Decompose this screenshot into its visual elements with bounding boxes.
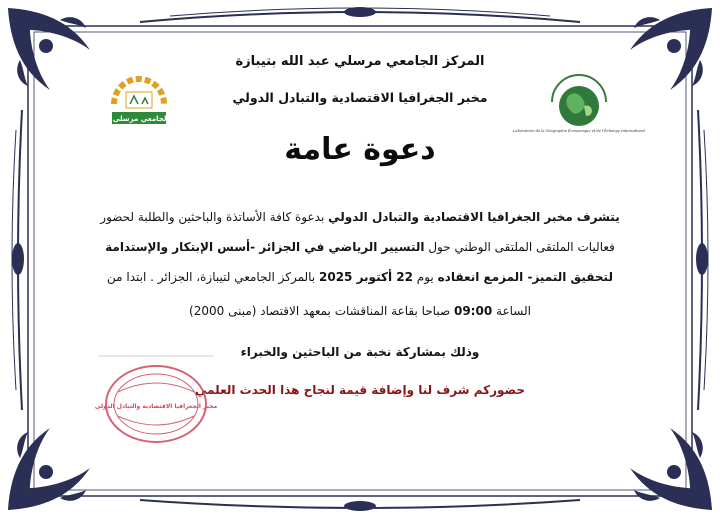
- lab-logo-text: Laboratoire de la Géographie Économique et de l'Échange International: [513, 129, 645, 133]
- body-line-2: فعاليات الملتقى الملتقى الوطني حول التسيير الرياضي في الجزائر -أسس الإبتكار والإستدامة: [105, 240, 615, 254]
- body-line-1: يتشرف مخبر الجغرافيا الاقتصادية والتبادل الدولي بدعوة كافة الأساتذة والباحثين والطلبة لحضور: [100, 210, 620, 224]
- page-title: دعوة عامة: [284, 132, 436, 167]
- center-name: المركز الجامعي مرسلي عبد الله بتيبازة: [235, 54, 485, 69]
- university-logo-text: المركز الجامعي مرسلي عبد الله: [84, 115, 194, 123]
- corner-ornament-top-left: [8, 8, 90, 90]
- body-line-5: وذلك بمشاركة نخبة من الباحثين والخبراء: [240, 345, 480, 359]
- university-logo: [84, 74, 194, 130]
- closing-line: حضوركم شرف لنا وإضافة قيمة لنجاح هذا الحدث العلمي: [194, 383, 526, 397]
- official-stamp: [96, 352, 216, 452]
- body-line-3: لتحقيق التميز- المزمع انعقاده يوم 22 أكتوبر 2025 بالمركز الجامعي لتيبازة، الجزائر . ابتدا من: [107, 270, 613, 284]
- lab-logo: [513, 72, 645, 144]
- body-line-4: الساعة 09:00 صباحا بقاعة المناقشات بمعهد الاقتصاد (مبنى 2000): [189, 304, 531, 318]
- stamp-text: مخبر الجغرافيا الاقتصادية والتبادل الدولي: [94, 403, 218, 410]
- lab-name: مخبر الجغرافيا الاقتصادية والتبادل الدولي: [232, 90, 488, 105]
